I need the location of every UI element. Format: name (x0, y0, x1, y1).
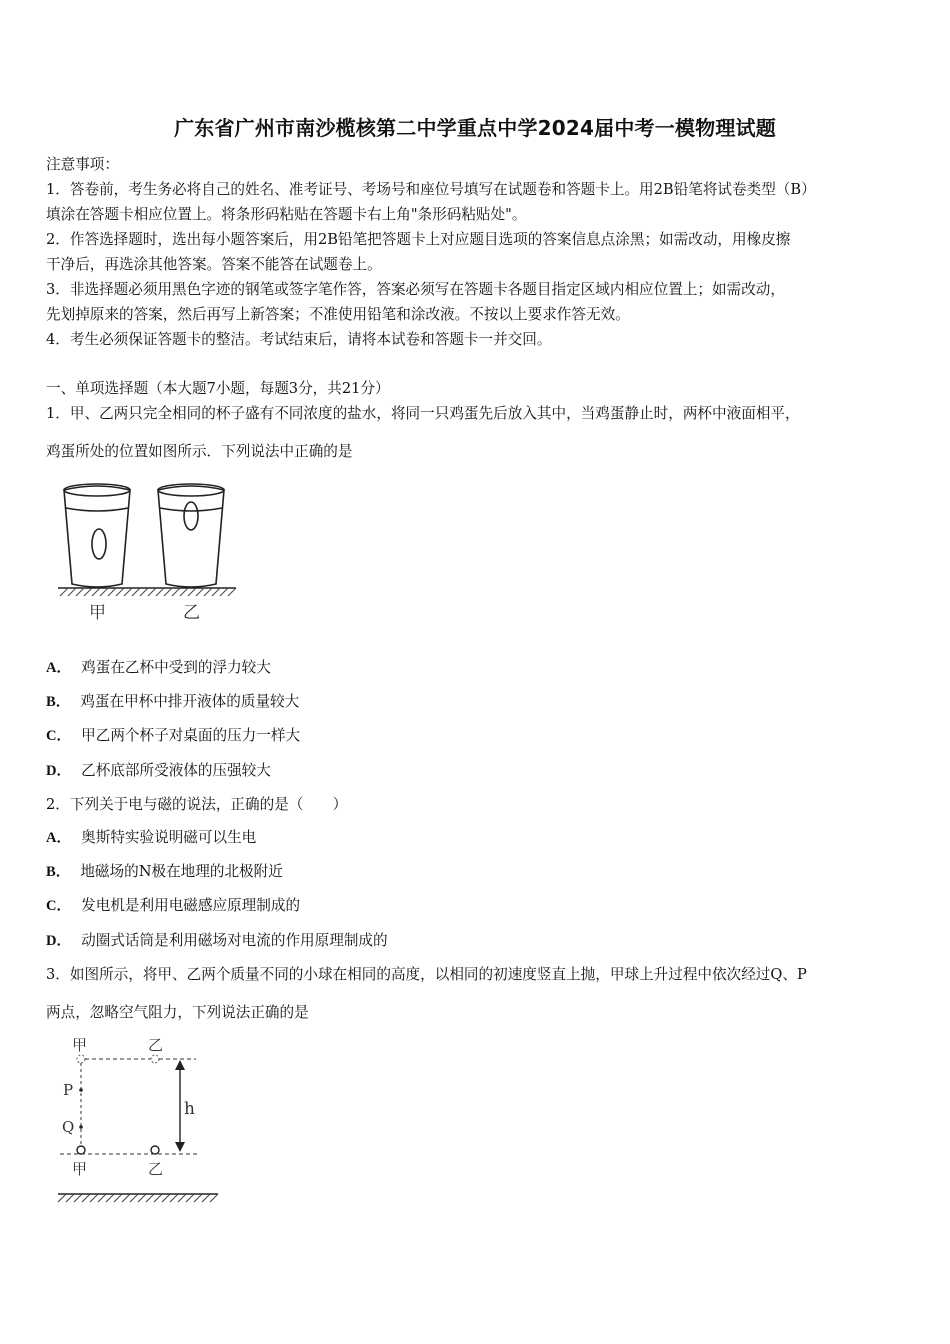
question-3-stem: 3．如图所示，将甲、乙两个质量不同的小球在相同的高度，以相同的初速度竖直上抛，甲球上升过程中依次经过Q、P (46, 966, 807, 983)
cup-label-yi: 乙 (183, 603, 200, 623)
label-p: P (63, 1081, 74, 1099)
notice-line: 3．非选择题必须用黑色字迹的钢笔或签字笔作答，答案必须写在答题卡各题目指定区域内相应位置上；如需改动， (46, 281, 785, 298)
question-1-stem-cont: 鸡蛋所处的位置如图所示．下列说法中正确的是 (46, 443, 353, 460)
q2-option-d[interactable]: D． 动圈式话筒是利用磁场对电流的作用原理制成的 (46, 932, 388, 949)
notice-line: 填涂在答题卡相应位置上。将条形码粘贴在答题卡右上角"条形码粘贴处"。 (46, 206, 527, 223)
question-2-stem: 2．下列关于电与磁的说法，正确的是（ ） (46, 796, 348, 813)
q1-option-a[interactable]: A． 鸡蛋在乙杯中受到的浮力较大 (46, 659, 271, 676)
q2-option-b[interactable]: B． 地磁场的N极在地理的北极附近 (46, 863, 283, 880)
label-top-jia: 甲 (72, 1036, 88, 1054)
notice-line: 干净后，再选涂其他答案。答案不能答在试题卷上。 (46, 256, 382, 273)
question-1-stem: 1．甲、乙两只完全相同的杯子盛有不同浓度的盐水，将同一只鸡蛋先后放入其中，当鸡蛋静止时，两杯中液面相平， (46, 405, 800, 422)
page-title: 广东省广州市南沙榄核第二中学重点中学2024届中考一模物理试题 (174, 116, 776, 140)
notice-line: 2．作答选择题时，选出每小题答案后，用2B铅笔把答题卡上对应题目选项的答案信息点涂黑；如需改动，用橡皮擦 (46, 231, 791, 248)
cup-label-jia: 甲 (89, 603, 106, 623)
q1-option-c[interactable]: C． 甲乙两个杯子对桌面的压力一样大 (46, 727, 301, 744)
notice-line: 先划掉原来的答案，然后再写上新答案；不准使用铅笔和涂改液。不按以上要求作答无效。 (46, 306, 630, 323)
label-top-yi: 乙 (148, 1036, 164, 1054)
notice-line: 1．答卷前，考生务必将自己的姓名、准考证号、考场号和座位号填写在试题卷和答题卡上。用2B铅笔将试卷类型（B） (46, 181, 816, 198)
question-3-stem-cont: 两点，忽略空气阻力，下列说法正确的是 (46, 1004, 309, 1021)
cup-jia (64, 484, 130, 587)
q2-option-a[interactable]: A． 奥斯特实验说明磁可以生电 (46, 829, 257, 846)
label-bottom-yi: 乙 (148, 1160, 164, 1178)
notice-line: 4．考生必须保证答题卡的整洁。考试结束后，请将本试卷和答题卡一并交回。 (46, 331, 552, 348)
section-heading: 一、单项选择题（本大题7小题，每题3分，共21分） (46, 380, 390, 397)
q1-option-b[interactable]: B． 鸡蛋在甲杯中排开液体的质量较大 (46, 693, 300, 710)
label-q: Q (62, 1118, 75, 1136)
throw-figure (54, 1032, 224, 1212)
cups-figure (56, 480, 241, 625)
q1-option-d[interactable]: D． 乙杯底部所受液体的压强较大 (46, 762, 271, 779)
label-h: h (184, 1099, 195, 1119)
cup-yi (158, 484, 224, 587)
notice-heading: 注意事项： (46, 156, 119, 173)
label-bottom-jia: 甲 (72, 1160, 88, 1178)
q2-option-c[interactable]: C． 发电机是利用电磁感应原理制成的 (46, 897, 301, 914)
